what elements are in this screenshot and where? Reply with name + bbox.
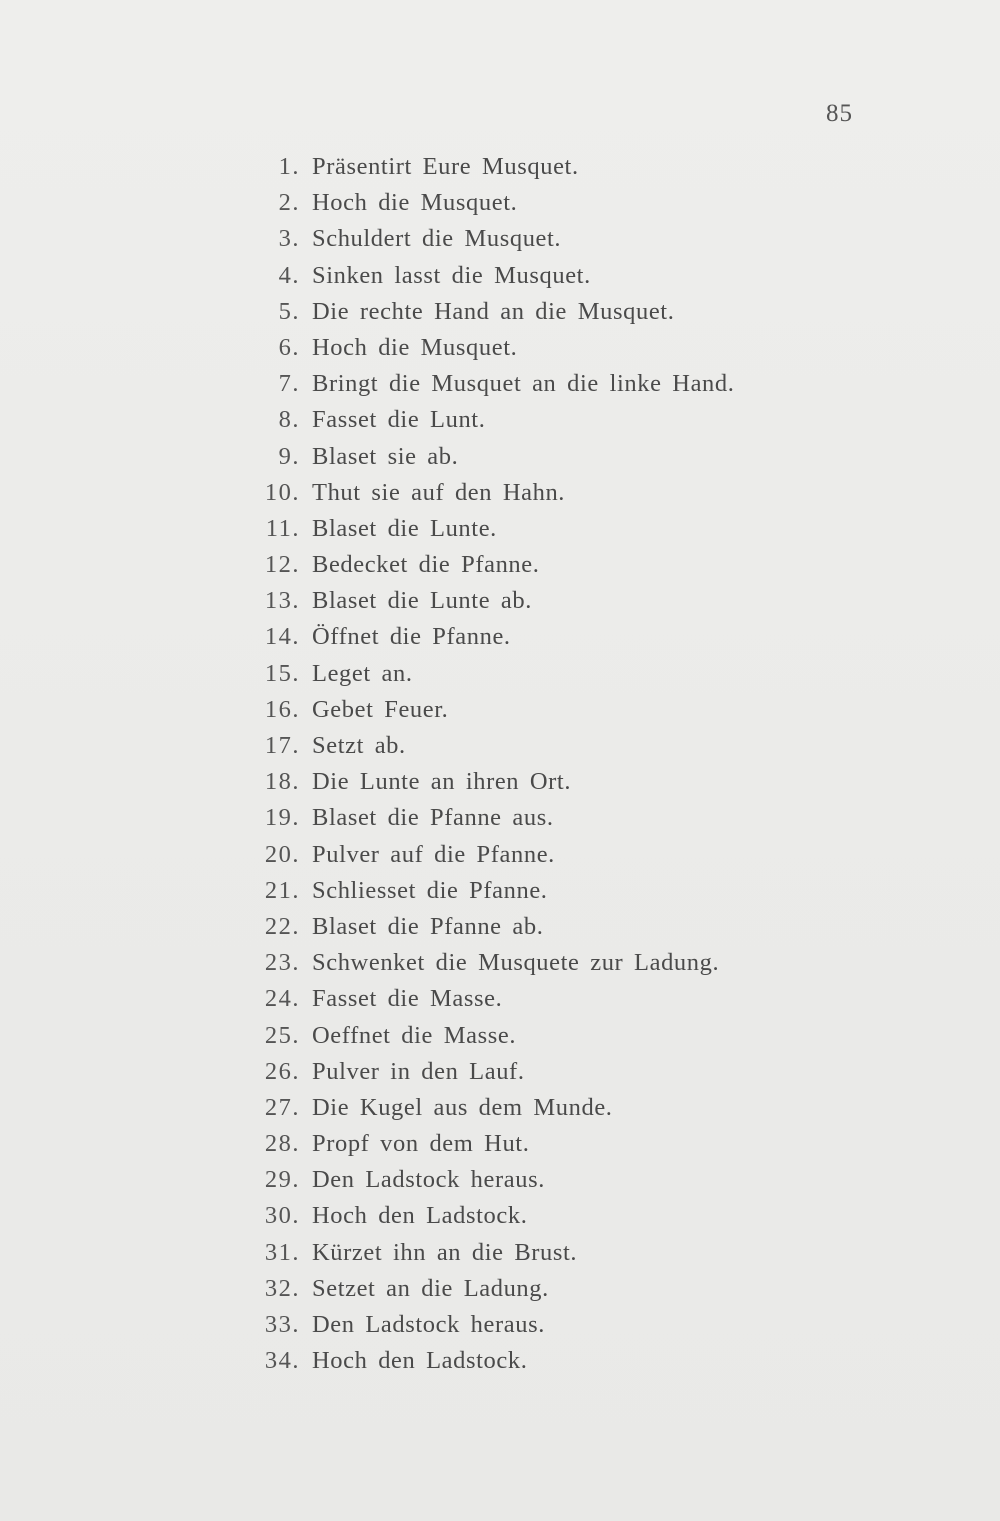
item-text: Hoch den Ladstock. bbox=[312, 1202, 528, 1230]
list-item bbox=[240, 258, 734, 294]
list-item bbox=[240, 149, 734, 185]
item-text: Blaset die Pfanne aus. bbox=[312, 804, 554, 832]
item-number: 9. bbox=[278, 442, 300, 470]
list-item bbox=[240, 330, 734, 366]
item-number: 19. bbox=[264, 804, 300, 832]
list-item bbox=[240, 547, 734, 583]
list-item bbox=[240, 1235, 734, 1271]
item-number: 28. bbox=[264, 1130, 300, 1158]
item-text: Thut sie auf den Hahn. bbox=[312, 478, 566, 506]
item-text: Präsentirt Eure Musquet. bbox=[312, 153, 579, 180]
item-text: Gebet Feuer. bbox=[312, 695, 449, 723]
list-item bbox=[240, 402, 734, 438]
list-item bbox=[240, 1162, 734, 1198]
item-number: 26. bbox=[264, 1057, 300, 1085]
item-text: Bringt die Musquet an die linke Hand. bbox=[312, 370, 735, 398]
item-number: 14. bbox=[264, 623, 300, 651]
item-number: 25. bbox=[264, 1021, 300, 1049]
item-number: 1. bbox=[278, 153, 300, 180]
item-text: Den Ladstock heraus. bbox=[312, 1311, 545, 1338]
item-number: 16. bbox=[264, 695, 300, 723]
item-text: Bedecket die Pfanne. bbox=[312, 551, 540, 579]
item-number: 3. bbox=[278, 225, 300, 253]
item-number: 18. bbox=[264, 768, 300, 796]
item-number: 23. bbox=[264, 949, 300, 977]
item-number: 27. bbox=[264, 1093, 300, 1121]
list-item bbox=[240, 656, 734, 692]
item-text: Die Kugel aus dem Munde. bbox=[312, 1093, 613, 1121]
item-number: 31. bbox=[264, 1238, 300, 1266]
list-item bbox=[240, 1090, 734, 1126]
list-item bbox=[240, 583, 734, 619]
item-text: Kürzet ihn an die Brust. bbox=[312, 1238, 578, 1266]
list-item bbox=[240, 619, 734, 655]
list-item bbox=[240, 837, 734, 873]
list-item bbox=[240, 909, 734, 945]
item-text: Fasset die Masse. bbox=[312, 985, 503, 1013]
list-item bbox=[240, 1126, 734, 1162]
list-item bbox=[240, 1343, 734, 1379]
list-item bbox=[240, 945, 734, 981]
item-number: 6. bbox=[278, 333, 300, 361]
list-item bbox=[240, 873, 734, 909]
item-number: 22. bbox=[264, 912, 300, 940]
item-text: Hoch die Musquet. bbox=[312, 333, 518, 361]
item-text: Oeffnet die Masse. bbox=[312, 1021, 517, 1049]
list-item bbox=[240, 221, 734, 257]
list-item bbox=[240, 185, 734, 221]
item-number: 33. bbox=[264, 1311, 300, 1338]
item-number: 12. bbox=[264, 551, 300, 579]
item-text: Blaset die Lunte. bbox=[312, 514, 497, 542]
item-text: Die Lunte an ihren Ort. bbox=[312, 768, 572, 796]
item-text: Den Ladstock heraus. bbox=[312, 1166, 545, 1194]
item-number: 8. bbox=[278, 406, 300, 434]
list-item bbox=[240, 1271, 734, 1307]
item-text: Leget an. bbox=[312, 659, 413, 687]
item-text: Blaset sie ab. bbox=[312, 442, 459, 470]
item-text: Hoch den Ladstock. bbox=[312, 1347, 528, 1375]
item-text: Propf von dem Hut. bbox=[312, 1130, 530, 1158]
list-item bbox=[240, 1307, 734, 1343]
item-number: 30. bbox=[264, 1202, 300, 1230]
item-number: 4. bbox=[278, 261, 300, 289]
item-text: Schuldert die Musquet. bbox=[312, 225, 562, 253]
item-text: Hoch die Musquet. bbox=[312, 189, 518, 217]
item-text: Schliesset die Pfanne. bbox=[312, 876, 548, 904]
item-number: 17. bbox=[264, 732, 300, 759]
item-number: 24. bbox=[264, 985, 300, 1013]
item-number: 20. bbox=[264, 840, 300, 868]
list-item bbox=[240, 1054, 734, 1090]
item-text: Fasset die Lunt. bbox=[312, 406, 486, 434]
list-item bbox=[240, 981, 734, 1017]
item-text: Pulver in den Lauf. bbox=[312, 1057, 525, 1085]
item-number: 15. bbox=[264, 659, 300, 687]
list-item bbox=[240, 366, 734, 402]
page-number: 85 bbox=[826, 100, 853, 127]
item-number: 5. bbox=[278, 297, 300, 325]
item-number: 11. bbox=[265, 514, 300, 542]
item-text: Öffnet die Pfanne. bbox=[312, 623, 511, 651]
item-text: Pulver auf die Pfanne. bbox=[312, 840, 555, 868]
item-number: 13. bbox=[264, 587, 300, 615]
item-text: Die rechte Hand an die Musquet. bbox=[312, 297, 675, 325]
item-text: Blaset die Lunte ab. bbox=[312, 587, 532, 615]
list-item bbox=[240, 439, 734, 475]
list-item bbox=[240, 475, 734, 511]
item-text: Setzet an die Ladung. bbox=[312, 1274, 549, 1302]
item-number: 34. bbox=[264, 1347, 300, 1375]
list-item bbox=[240, 1018, 734, 1054]
list-item bbox=[240, 692, 734, 728]
item-text: Sinken lasst die Musquet. bbox=[312, 261, 591, 289]
item-number: 7. bbox=[278, 370, 300, 398]
item-text: Setzt ab. bbox=[312, 732, 406, 759]
list-item bbox=[240, 294, 734, 330]
list-item bbox=[240, 1198, 734, 1234]
command-list bbox=[240, 149, 734, 1379]
item-text: Schwenket die Musquete zur Ladung. bbox=[312, 949, 720, 977]
item-number: 29. bbox=[264, 1166, 300, 1194]
item-number: 21. bbox=[264, 876, 300, 904]
item-number: 2. bbox=[278, 189, 300, 217]
list-item bbox=[240, 764, 734, 800]
item-text: Blaset die Pfanne ab. bbox=[312, 912, 544, 940]
list-item bbox=[240, 728, 734, 764]
list-item bbox=[240, 511, 734, 547]
list-item bbox=[240, 800, 734, 836]
item-number: 10. bbox=[264, 478, 300, 506]
item-number: 32. bbox=[264, 1274, 300, 1302]
